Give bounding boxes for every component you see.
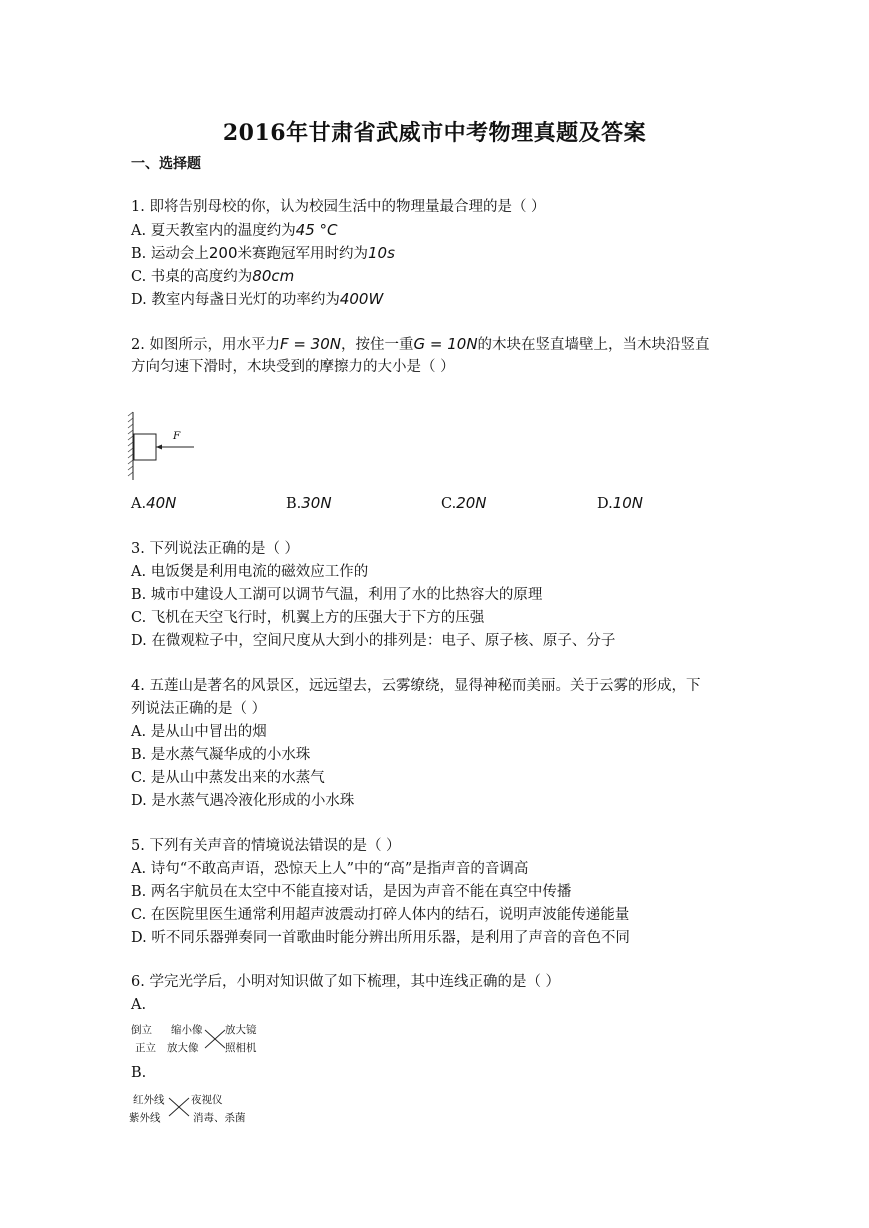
match-a-mid-1: 缩小像 — [171, 1024, 203, 1036]
question-1-option-d: D. 教室内每盏日光灯的功率约为400W — [131, 290, 384, 308]
section-heading: 一、选择题 — [131, 156, 201, 172]
question-2-option-b: B.30N — [286, 494, 332, 512]
question-5-option-b: B. 两名宇航员在太空中不能直接对话，是因为声音不能在真空中传播 — [131, 884, 572, 900]
wall-hatch — [128, 412, 133, 480]
question-2-stem-line2: 方向匀速下滑时，木块受到的摩擦力的大小是（ ） — [131, 359, 455, 375]
question-2-option-d: D.10N — [597, 494, 644, 512]
question-4-option-d: D. 是水蒸气遇冷液化形成的小水珠 — [131, 793, 355, 809]
question-2-option-a: A.40N — [131, 494, 177, 512]
question-3-option-d: D. 在微观粒子中，空间尺度从大到小的排列是：电子、原子核、原子、分子 — [131, 633, 616, 649]
match-a-mid-2: 放大像 — [167, 1042, 199, 1054]
question-6-option-b-label: B. — [131, 1065, 147, 1081]
question-1-option-c: C. 书桌的高度约为80cm — [131, 267, 295, 285]
question-6-option-a-label: A. — [131, 997, 147, 1013]
question-5-option-d: D. 听不同乐器弹奏同一首歌曲时能分辨出所用乐器，是利用了声音的音色不同 — [131, 930, 630, 946]
force-label: F — [173, 430, 181, 442]
question-5-option-a: A. 诗句“不敢高声语，恐惊天上人”中的“高”是指声音的音调高 — [131, 861, 529, 877]
match-a-right-2: 照相机 — [225, 1042, 257, 1054]
match-a-left-1: 倒立 — [131, 1024, 152, 1036]
question-1-option-b: B. 运动会上200米赛跑冠军用时约为10s — [131, 244, 395, 262]
question-4-stem-line1: 4. 五莲山是著名的风景区，远远望去，云雾缭绕，显得神秘而美丽。关于云雾的形成，下 — [131, 678, 701, 694]
option-b-matching-diagram — [129, 1090, 269, 1128]
match-a-right-1: 放大镜 — [225, 1024, 257, 1036]
question-4-option-b: B. 是水蒸气凝华成的小水珠 — [131, 747, 311, 763]
question-3-option-a: A. 电饭煲是利用电流的磁效应工作的 — [131, 564, 369, 580]
question-2-stem-line1: 2. 如图所示，用水平力F = 30N，按住一重G = 10N的木块在竖直墙壁上，当木块沿竖直 — [131, 335, 710, 353]
question-6-stem: 6. 学完光学后，小明对知识做了如下梳理，其中连线正确的是（ ） — [131, 974, 561, 990]
match-b-left-1: 红外线 — [133, 1094, 165, 1106]
question-4-option-a: A. 是从山中冒出的烟 — [131, 724, 267, 740]
option-a-matching-diagram — [129, 1020, 269, 1058]
wooden-block — [134, 434, 156, 460]
question-1-stem: 1. 即将告别母校的你，认为校园生活中的物理量最合理的是（ ） — [131, 199, 546, 215]
force-arrow-head — [156, 445, 162, 450]
question-2-option-c: C.20N — [441, 494, 487, 512]
page-title: 2016年甘肃省武威市中考物理真题及答案 — [222, 120, 647, 146]
wall-block-diagram — [126, 410, 206, 480]
question-5-option-c: C. 在医院里医生通常利用超声波震动打碎人体内的结石，说明声波能传递能量 — [131, 907, 630, 923]
question-4-stem-line2: 列说法正确的是（ ） — [131, 701, 267, 717]
question-5-stem: 5. 下列有关声音的情境说法错误的是（ ） — [131, 838, 401, 854]
match-a-left-2: 正立 — [135, 1042, 156, 1054]
question-1-option-a: A. 夏天教室内的温度约为45 °C — [131, 221, 338, 239]
match-b-left-2: 紫外线 — [129, 1112, 161, 1124]
question-4-option-c: C. 是从山中蒸发出来的水蒸气 — [131, 770, 325, 786]
match-b-right-1: 夜视仪 — [191, 1094, 223, 1106]
match-b-right-2: 消毒、杀菌 — [193, 1112, 246, 1124]
question-3-option-c: C. 飞机在天空飞行时，机翼上方的压强大于下方的压强 — [131, 610, 485, 626]
question-3-stem: 3. 下列说法正确的是（ ） — [131, 541, 300, 557]
question-3-option-b: B. 城市中建设人工湖可以调节气温，利用了水的比热容大的原理 — [131, 587, 543, 603]
